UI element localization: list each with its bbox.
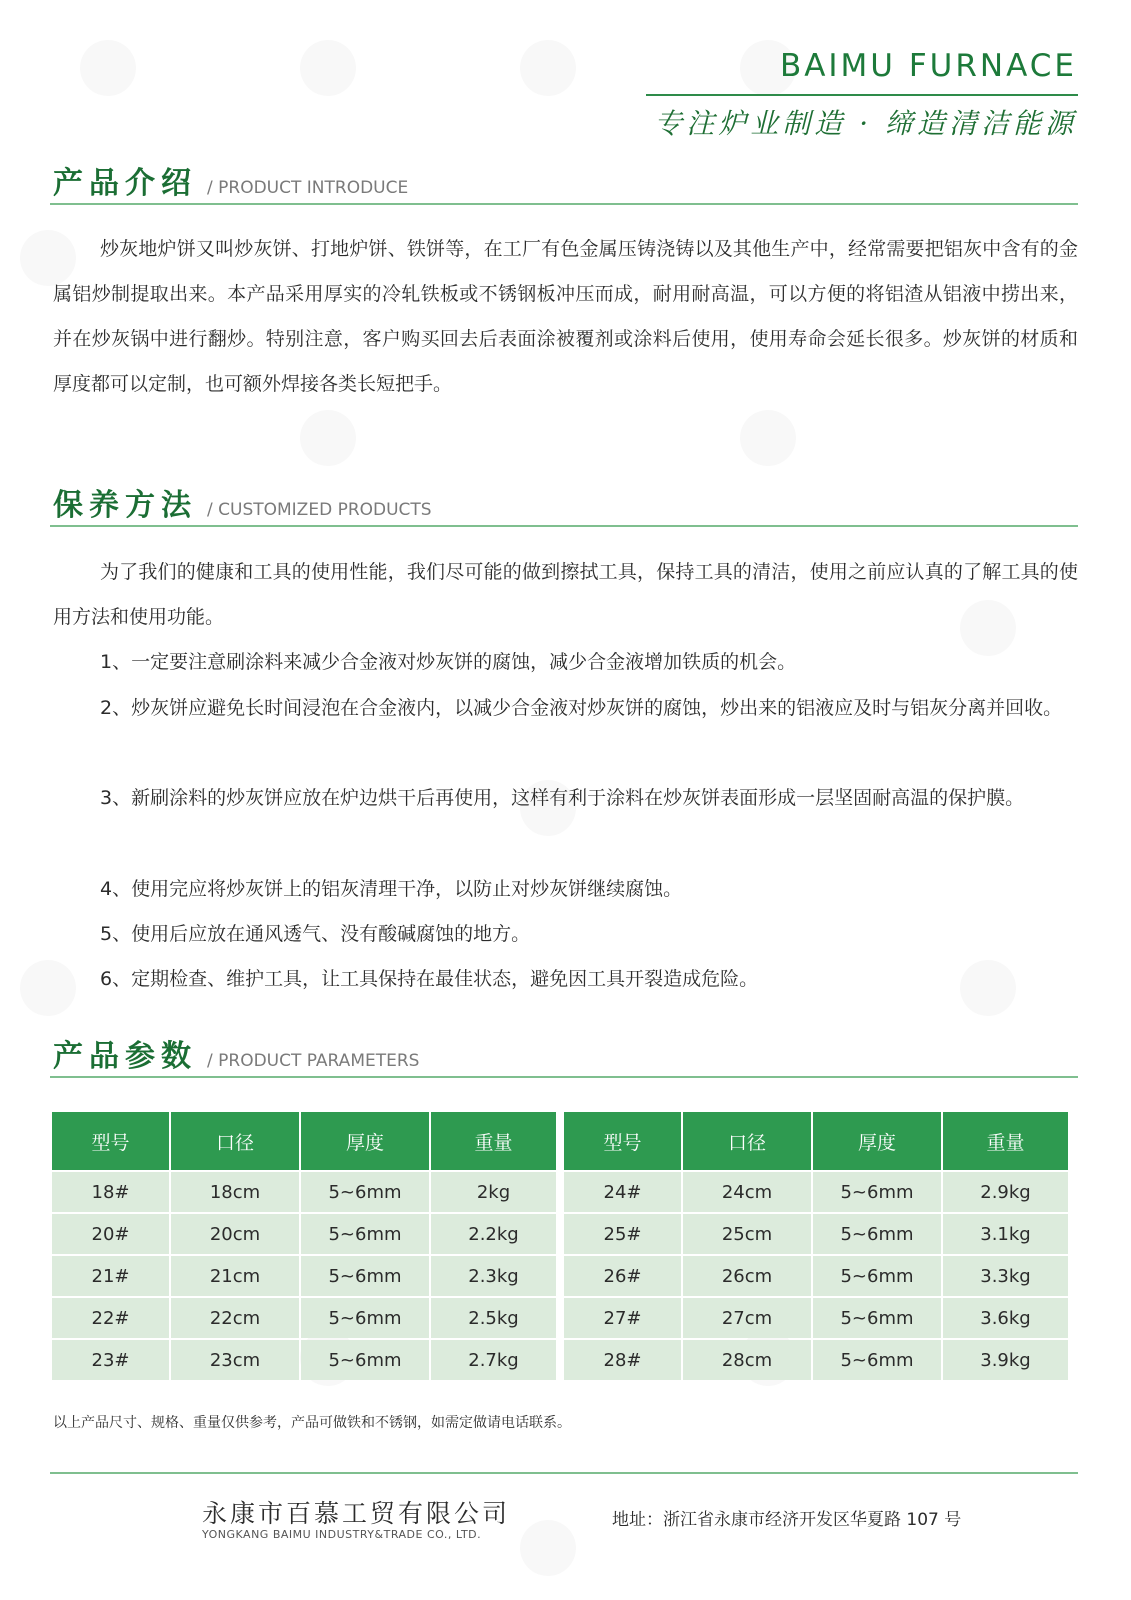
section-title-en: / PRODUCT INTRODUCE [207,178,409,198]
table-row [52,1172,556,1212]
table-row [52,1256,556,1296]
cell-weight: 2.2kg [431,1214,556,1254]
section-title-cn: 产品参数 [53,1039,197,1074]
cell-thickness: 5~6mm [301,1256,429,1296]
maintenance-item: 1、一定要注意刷涂料来减少合金液对炒灰饼的腐蚀，减少合金液增加铁质的机会。 [100,651,797,673]
cell-thickness: 5~6mm [301,1172,429,1212]
cell-thickness: 5~6mm [813,1256,941,1296]
section-divider [50,525,1078,527]
cell-weight: 2.9kg [943,1172,1068,1212]
column-header: 型号 [52,1112,169,1170]
maintenance-item: 4、使用完应将炒灰饼上的铝灰清理干净，以防止对炒灰饼继续腐蚀。 [100,878,683,900]
cell-diameter: 28cm [683,1340,811,1380]
section-divider [50,1076,1078,1078]
table-header-row [564,1112,1068,1170]
table-row [52,1340,556,1380]
cell-model: 27# [564,1298,681,1338]
maintenance-item: 3、新刷涂料的炒灰饼应放在炉边烘干后再使用，这样有利于涂料在炒灰饼表面形成一层坚固耐高温的保护膜。 [100,787,1025,809]
cell-weight: 3.1kg [943,1214,1068,1254]
section-title-maintenance [53,480,432,524]
company-name-cn: 永康市百慕工贸有限公司 [202,1499,511,1528]
cell-diameter: 22cm [171,1298,299,1338]
section-title-cn: 保养方法 [53,488,197,523]
cell-model: 23# [52,1340,169,1380]
maintenance-item: 6、定期检查、维护工具，让工具保持在最佳状态，避免因工具开裂造成危险。 [100,968,759,990]
cell-diameter: 27cm [683,1298,811,1338]
params-table-right [562,1110,1070,1382]
section-title-en: / PRODUCT PARAMETERS [207,1051,420,1071]
table-row [564,1256,1068,1296]
section-title-intro [53,158,408,202]
cell-diameter: 18cm [171,1172,299,1212]
cell-diameter: 21cm [171,1256,299,1296]
cell-thickness: 5~6mm [813,1298,941,1338]
cell-thickness: 5~6mm [301,1298,429,1338]
table-row [564,1340,1068,1380]
cell-weight: 3.3kg [943,1256,1068,1296]
cell-model: 25# [564,1214,681,1254]
watermark-logo [730,400,806,476]
table-row [564,1298,1068,1338]
maintenance-item: 2、炒灰饼应避免长时间浸泡在合金液内，以减少合金液对炒灰饼的腐蚀，炒出来的铝液应及时与铝灰分离并回收。 [100,697,1063,719]
section-title-params [53,1031,419,1075]
table-row [564,1214,1068,1254]
watermark-logo [290,30,366,106]
company-name-en: YONGKANG BAIMU INDUSTRY&TRADE CO., LTD. [202,1528,482,1541]
section-divider [50,203,1078,205]
watermark-logo [70,30,146,106]
column-header: 型号 [564,1112,681,1170]
footer-divider [50,1472,1078,1474]
cell-model: 24# [564,1172,681,1212]
brand-title: BAIMU FURNACE [779,48,1077,84]
cell-diameter: 20cm [171,1214,299,1254]
column-header: 重量 [943,1112,1068,1170]
column-header: 口径 [171,1112,299,1170]
table-row [52,1298,556,1338]
cell-thickness: 5~6mm [301,1214,429,1254]
cell-diameter: 23cm [171,1340,299,1380]
watermark-logo [290,400,366,476]
cell-diameter: 26cm [683,1256,811,1296]
brand-divider [646,94,1078,96]
cell-diameter: 25cm [683,1214,811,1254]
watermark-logo [510,1510,586,1586]
cell-model: 20# [52,1214,169,1254]
table-row [52,1214,556,1254]
cell-model: 18# [52,1172,169,1212]
cell-model: 26# [564,1256,681,1296]
cell-weight: 2kg [431,1172,556,1212]
cell-thickness: 5~6mm [813,1214,941,1254]
cell-thickness: 5~6mm [813,1172,941,1212]
column-header: 厚度 [813,1112,941,1170]
params-table-left [50,1110,558,1382]
cell-model: 21# [52,1256,169,1296]
company-address: 地址：浙江省永康市经济开发区华夏路 107 号 [612,1510,962,1530]
table-row [564,1172,1068,1212]
table-header-row [52,1112,556,1170]
cell-thickness: 5~6mm [813,1340,941,1380]
cell-weight: 2.7kg [431,1340,556,1380]
section-title-en: / CUSTOMIZED PRODUCTS [207,500,432,520]
cell-weight: 3.9kg [943,1340,1068,1380]
watermark-logo [510,30,586,106]
cell-model: 28# [564,1340,681,1380]
column-header: 口径 [683,1112,811,1170]
cell-model: 22# [52,1298,169,1338]
params-note: 以上产品尺寸、规格、重量仅供参考，产品可做铁和不锈钢，如需定做请电话联系。 [53,1415,571,1431]
cell-weight: 3.6kg [943,1298,1068,1338]
cell-weight: 2.5kg [431,1298,556,1338]
section-title-cn: 产品介绍 [53,166,197,201]
column-header: 重量 [431,1112,556,1170]
cell-weight: 2.3kg [431,1256,556,1296]
maintenance-intro: 为了我们的健康和工具的使用性能，我们尽可能的做到擦拭工具，保持工具的清洁，使用之前应认真的了解工具的使用方法和使用功能。 [53,561,1078,628]
cell-diameter: 24cm [683,1172,811,1212]
column-header: 厚度 [301,1112,429,1170]
cell-thickness: 5~6mm [301,1340,429,1380]
intro-paragraph: 炒灰地炉饼又叫炒灰饼、打地炉饼、铁饼等，在工厂有色金属压铸浇铸以及其他生产中，经常需要把铝灰中含有的金属铝炒制提取出来。本产品采用厚实的冷轧铁板或不锈钢板冲压而成，耐用耐高温，可以方便的将铝渣从铝液中捞出来，并在炒灰锅中进行翻炒。特别注意，客户购买回去后表面涂被覆剂或涂料后使用，使用寿命会延长很多。炒灰饼的材质和厚度都可以定制，也可额外焊接各类长短把手。 [53,238,1078,395]
brand-slogan: 专注炉业制造 · 缔造清洁能源 [654,107,1077,140]
maintenance-item: 5、使用后应放在通风透气、没有酸碱腐蚀的地方。 [100,923,531,945]
